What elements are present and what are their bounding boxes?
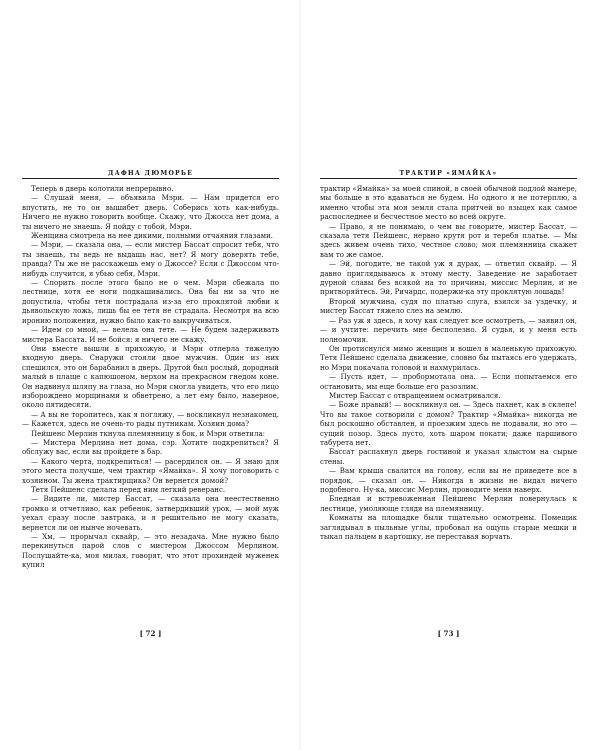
running-head-left: ДАФНА ДЮМОРЬЕ (107, 170, 194, 177)
paragraph: — Мистера Мерлина нет дома, сэр. Хотите подкрепиться? Я обслужу вас, если вы пройдете в бар. (22, 437, 279, 457)
paragraph: Второй мужчина, судя по платью слуга, взялся за уздечку, и мистер Бассат тяжело слез на землю. (320, 296, 577, 316)
paragraph: Он протиснулся мимо женщин и вошел в маленькую прихожую. Тетя Пейшенс сделала движение, словно бы пытаясь его удержать, но Мэри покачала головой и нахмурилась. (320, 343, 577, 372)
paragraph: трактир «Ямайка» за моей спиной, в своей обычной подлой манере, мы больше в это вдаваться не будем. Но одного я не потерплю, а именно чтобы эта моя земля стала притчей во языцех как самое распоследнее и бесчестное место во всей округе. (320, 184, 577, 222)
paragraph: — Вам крыша свалится на голову, если вы не приведете все в порядок, — сказал он. — Никогда в жизни не видал ничего подобного. Ну-ка, миссис Мерлин, проводите меня наверх. (320, 466, 577, 494)
paragraph: Бассат распахнул дверь гостиной и указал хлыстом на сырые стены. (320, 447, 577, 466)
header-rule-left (22, 178, 279, 179)
paragraph: — Боже правый! — воскликнул он. — Здесь пахнет, как в склепе! Что вы такое сотворили с домом? Трактир «Ямайка» никогда не был роскошно обставлен, и проезжим здесь не подавали, но это — сущий позор. Здесь пусто, хоть шаром покати; даже паршивого табурета нет. (320, 400, 577, 447)
paragraph: — Какого черта, подкрепиться! — расердился он. — Я знаю для этого места получше, чем трактир «Ямайка». Я хочу поговорить с хозяином. Ты жена трактирщика? Он вернется домой? (22, 456, 279, 485)
paragraph: Мистер Бассат с отвращением осматривался. (329, 390, 501, 400)
paragraph: — Хм, — прорычал сквайр, — это незадачa. Мне нужно было перекинуться парой слов с мистером Джоссом Мерлином. Послушайте-ка, моя милая, говорят, что этот прохиндей муженек купил (22, 532, 279, 570)
body-text-right (320, 184, 577, 612)
left-page (22, 170, 279, 640)
header-rule-right (320, 178, 577, 179)
paragraph: — Видите ли, мистер Бассат, — сказала она неестественно громко и отчетливо, как ребенок, затвердивший урок, — мой муж уехал сразу после завтрака, и я решительно не могу сказать, вернется ли он нынче ночевать. (22, 494, 279, 532)
paragraph: — Пусть идет, — пробормотала она. — Если попытаемся его остановить, мы еще больше его разозлим. (320, 372, 577, 391)
body-text-left (22, 184, 279, 612)
paragraph: Теперь в дверь колотили непрерывно. (31, 184, 174, 193)
paragraph: Они вместе вышли в прихожую, и Мэри отперла тяжелую входную дверь. Снаружи стояли двое мужчин. Один из них спешился, это он барабанил в дверь. Другой был рослый, дородный малый в плаще с капюшоном, верхом на прекрасном гнедом коне. Он надвинул шляпу на глаза, но Мэри смогла увидеть, что его лицо изборождено морщинами и обветрено, а лет ему было, наверное, около пятидесяти. (22, 343, 279, 410)
paragraph: — Эй, погодите, не такой уж я дурак, — ответил сквайр. — Я давно приглядываюсь к этому месту. Заведение не заработает дурной славы без всякой на то причины, миссис Мерлин, и не притворяйтесь. Эй, Ричардс, подержи-ка эту проклятую лошадь! (320, 259, 577, 297)
paragraph: — Слушай меня, — объявила Мэри. — Нам придется его впустить, не то он вышибет дверь. Соберись хоть как-нибудь. Ничего не нужно говорить вообще. Скажу, что Джосса нет дома, а ты ничего не знаешь. Я пойду с тобой, Мэри. (22, 193, 279, 231)
paragraph: — Право, я не понимаю, о чем вы говорите, мистер Бассат, — сказала тетя Пейшенс, нервно крутя рот и теребя платье. — Мы здесь живем очень тихо, честное слово; моя племянница скажет вам то же самое. (320, 221, 577, 259)
running-head-right: ТРАКТИР «ЯМАЙКА» (399, 170, 498, 177)
paragraph: Бледная и встревоженная Пейшенс Мерлин повернулась к лестнице, умоляюще глядя на племянницу. (320, 494, 577, 513)
right-page (320, 170, 577, 640)
page-number-left: [ 72 ] (139, 629, 162, 638)
paragraph: — Спорить после этого было не о чем. Мэри сбежала по лестнице, хотя ее ноги подкашивались. Она бы ни за что не допустила, чтобы тетя пострадала из-за его проклятой любви к дьявольскую ложь, лишь бы ее тетя не страдала. Несмотря на всю иронию положения, нужно было как-то выкручиваться. (22, 278, 279, 325)
paragraph: — Мэри, — сказала она, — если мистер Бассат спросит тебя, что ты знаешь, ты ведь не выдашь нас, нет? Я могу доверять тебе, правда? Ты же не расскажешь ему о Джоссе? Если с Джоссом что-нибудь случится, я убью себя, Мэри. (22, 240, 279, 278)
paragraph: Пейшенс Мерлин ткнула племянницу в бок, и Мэри ответила: (31, 428, 266, 438)
page-gutter (299, 0, 301, 750)
paragraph: Тетя Пейшенс сделала перед ним легкий реверанс. (31, 485, 226, 494)
paragraph: — Раз уж я здесь, я хочу как следует все осмотреть, — заявил он, — и учтите: перечить мне бесполезно. Я судья, и у меня есть полномочия. (320, 315, 577, 344)
paragraph: — А вы не торопитесь, как я погляжу, — воскликнул незнакомец. — Кажется, здесь не очень-то рады путникам. Хозяин дома? (22, 409, 279, 429)
page-number-right: [ 73 ] (437, 629, 460, 638)
paragraph: Комнаты на площадке были тщательно осмотрены. Помещик заглядывал в пыльные углы, пробовал на ощупь старые мешки и тыкал пальцем в картошку, не переставая ворчать. (320, 513, 577, 542)
paragraph: — Идем со мной, — велела она тете. — Не будем задерживать мистера Бассата. И не бойся: я ничего не скажу. (22, 325, 279, 344)
paragraph: Женщина смотрела на нее дикими, полными отчаяния глазами. (31, 231, 274, 241)
